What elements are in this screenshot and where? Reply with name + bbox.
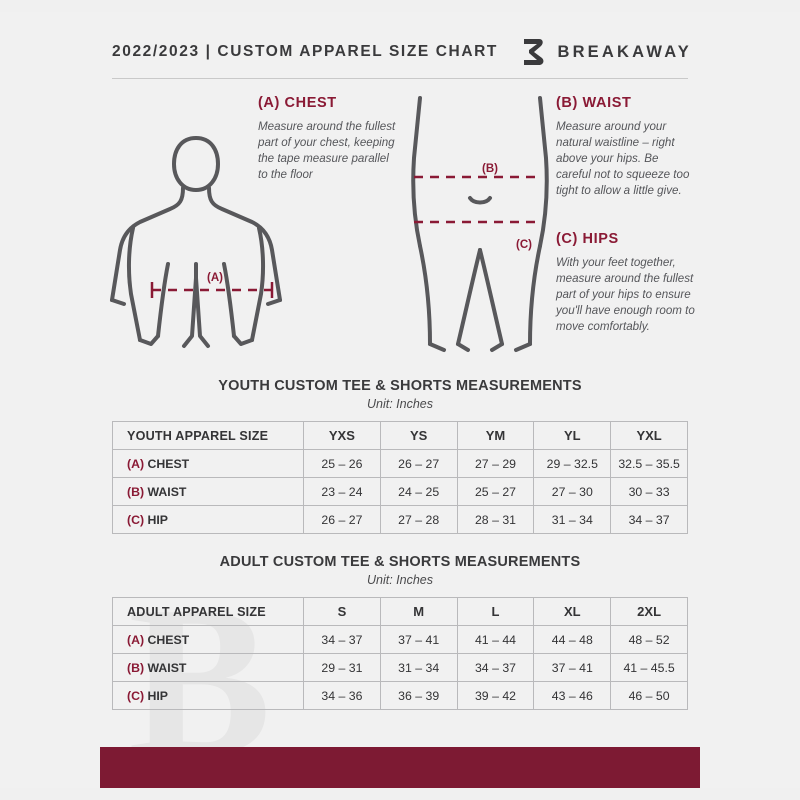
- youth-cell-2-1: 27 – 28: [380, 506, 457, 534]
- youth-cell-0-3: 29 – 32.5: [534, 450, 611, 478]
- table-row: [113, 626, 688, 654]
- youth-col-0: YOUTH APPAREL SIZE: [113, 422, 304, 450]
- youth-cell-0-2: 27 – 29: [457, 450, 534, 478]
- row-tag: (B): [127, 484, 145, 499]
- adult-cell-0-2: 41 – 44: [457, 626, 534, 654]
- youth-measurements-table: [112, 421, 688, 534]
- youth-row-0-label: [113, 450, 304, 478]
- callout-waist-title: (B) WAIST: [556, 95, 632, 111]
- row-label: WAIST: [147, 484, 187, 499]
- adult-table-unit: Unit: Inches: [366, 573, 433, 587]
- adult-row-1-label: [113, 654, 304, 682]
- youth-cell-1-2: 25 – 27: [457, 478, 534, 506]
- adult-col-2: M: [380, 598, 457, 626]
- adult-col-3: L: [457, 598, 534, 626]
- diagram-tag-a: (A): [207, 272, 223, 284]
- row-tag: (A): [127, 632, 145, 647]
- brand-lockup: [521, 38, 692, 66]
- table-row: [113, 450, 688, 478]
- adult-cell-1-0: 29 – 31: [304, 654, 381, 682]
- row-label: CHEST: [147, 456, 190, 471]
- adult-row-0-label: [113, 626, 304, 654]
- adult-col-1: S: [304, 598, 381, 626]
- youth-cell-1-4: 30 – 33: [611, 478, 688, 506]
- youth-cell-0-1: 26 – 27: [380, 450, 457, 478]
- breakaway-b-logo-icon: [521, 38, 545, 66]
- adult-cell-0-0: 34 – 37: [304, 626, 381, 654]
- row-label: HIP: [147, 512, 168, 527]
- youth-col-1: YXS: [304, 422, 381, 450]
- youth-row-2-label: [113, 506, 304, 534]
- callout-waist-body: Measure around your natural waistline – right above your hips. Be careful not to squeeze too tight to allow a little give.: [556, 120, 690, 197]
- adult-cell-1-4: 41 – 45.5: [611, 654, 688, 682]
- adult-cell-1-1: 31 – 34: [380, 654, 457, 682]
- youth-cell-1-3: 27 – 30: [534, 478, 611, 506]
- callout-chest-body: Measure around the fullest part of your chest, keeping the tape measure parallel to the floor: [258, 120, 396, 181]
- youth-cell-1-0: 23 – 24: [304, 478, 381, 506]
- adult-row-2-label: [113, 682, 304, 710]
- adult-col-4: XL: [534, 598, 611, 626]
- row-label: WAIST: [147, 660, 187, 675]
- youth-col-3: YM: [457, 422, 534, 450]
- youth-col-4: YL: [534, 422, 611, 450]
- youth-measurements-block: [0, 378, 800, 534]
- youth-col-2: YS: [380, 422, 457, 450]
- youth-cell-0-0: 25 – 26: [304, 450, 381, 478]
- adult-cell-0-3: 44 – 48: [534, 626, 611, 654]
- adult-cell-2-4: 46 – 50: [611, 682, 688, 710]
- table-header-row: [113, 598, 688, 626]
- row-tag: (C): [127, 512, 145, 527]
- table-row: [113, 506, 688, 534]
- brand-name: BREAKAWAY: [557, 42, 692, 61]
- youth-table-unit: Unit: Inches: [366, 397, 433, 411]
- youth-cell-1-1: 24 – 25: [380, 478, 457, 506]
- adult-col-0: ADULT APPAREL SIZE: [113, 598, 304, 626]
- row-tag: (C): [127, 688, 145, 703]
- youth-cell-2-3: 31 – 34: [534, 506, 611, 534]
- callout-chest-title: (A) CHEST: [258, 95, 337, 111]
- size-chart-sheet: [0, 12, 800, 788]
- youth-cell-2-4: 34 – 37: [611, 506, 688, 534]
- youth-cell-2-0: 26 – 27: [304, 506, 381, 534]
- adult-cell-2-1: 36 – 39: [380, 682, 457, 710]
- measurement-diagram: [0, 78, 800, 370]
- callout-hips: [556, 231, 696, 335]
- table-header-row: [113, 422, 688, 450]
- youth-cell-2-2: 28 – 31: [457, 506, 534, 534]
- table-row: [113, 682, 688, 710]
- row-label: HIP: [147, 688, 168, 703]
- callout-chest: [258, 95, 398, 183]
- youth-col-5: YXL: [611, 422, 688, 450]
- youth-table-title: YOUTH CUSTOM TEE & SHORTS MEASUREMENTS: [218, 378, 582, 394]
- adult-measurements-table: [112, 597, 688, 710]
- footer-bar: [100, 747, 700, 788]
- adult-measurements-block: [0, 554, 800, 710]
- youth-row-1-label: [113, 478, 304, 506]
- adult-cell-0-4: 48 – 52: [611, 626, 688, 654]
- adult-cell-1-2: 34 – 37: [457, 654, 534, 682]
- table-row: [113, 654, 688, 682]
- adult-cell-2-0: 34 – 36: [304, 682, 381, 710]
- page-title: 2022/2023 | CUSTOM APPAREL SIZE CHART: [112, 43, 498, 60]
- adult-cell-0-1: 37 – 41: [380, 626, 457, 654]
- table-row: [113, 478, 688, 506]
- row-tag: (A): [127, 456, 145, 471]
- document-header: [0, 12, 800, 78]
- youth-cell-0-4: 32.5 – 35.5: [611, 450, 688, 478]
- adult-cell-2-2: 39 – 42: [457, 682, 534, 710]
- adult-cell-2-3: 43 – 46: [534, 682, 611, 710]
- adult-cell-1-3: 37 – 41: [534, 654, 611, 682]
- row-tag: (B): [127, 660, 145, 675]
- callout-hips-body: With your feet together, measure around the fullest part of your hips to ensure you'll have enough room to move comfortably.: [556, 256, 695, 333]
- diagram-tag-c: (C): [516, 239, 532, 251]
- row-label: CHEST: [147, 632, 190, 647]
- callout-waist: [556, 95, 692, 199]
- adult-col-5: 2XL: [611, 598, 688, 626]
- adult-table-title: ADULT CUSTOM TEE & SHORTS MEASUREMENTS: [219, 554, 581, 570]
- callout-hips-title: (C) HIPS: [556, 231, 619, 247]
- diagram-tag-b: (B): [482, 163, 498, 175]
